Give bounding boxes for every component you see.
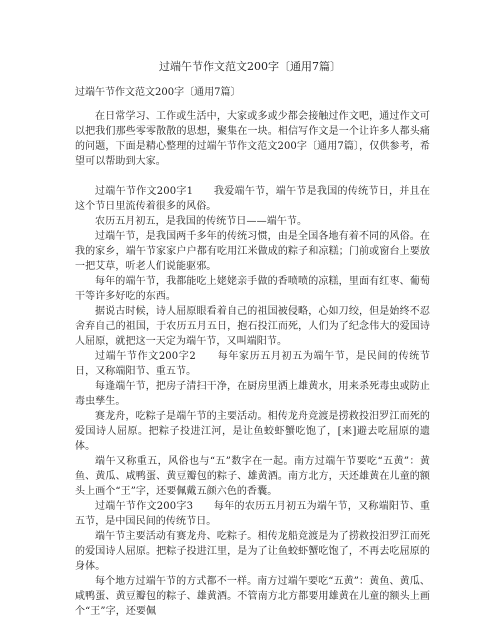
intro-paragraph: 在日常学习、工作或生活中，大家或多或少都会接触过作文吧，通过作文可以把我们那些零零散散的思想，聚集在一块。相信写作文是一个让许多人都头痛的问题，下面是精心整理的过端午节作文范文200字〔通用7篇〕，仅供参考，希望可以帮助到大家。 — [75, 111, 430, 167]
paragraph: 据说古时候，诗人屈原眼看着自己的祖国被侵略，心如刀绞，但是始终不忍舍弃自己的祖国，于农历五月五日，抱石投江而死，人们为了纪念伟大的爱国诗人屈原，就把这一天定为端午节，又叫端阳节。 — [75, 306, 430, 347]
essay-2-heading-paragraph: 过端午节作文200字2 每年家历五月初五为端午节，是民间的传统节日，又称端阳节、重五节。 — [75, 351, 430, 377]
paragraph: 农历五月初五，是我国的传统节日——端午节。 — [95, 216, 308, 227]
paragraph: 每年的端午节，我都能吃上姥姥亲手做的香喷喷的凉糕，里面有红枣、葡萄干等许多好吃的东西。 — [75, 276, 430, 302]
paragraph: 每个地方过端午节的方式都不一样。南方过端午要吃“五黄”：黄鱼、黄瓜、咸鸭蛋、黄豆瓣包的粽子、雄黄酒。不管南方北方都要用雄黄在儿童的额头上画个“王”字，还要佩 — [75, 576, 430, 617]
paragraph: 过端午节，是我国两千多年的传统习惯，由是全国各地有着不同的风俗。在我的家乡，端午节家家户户都有吃用江米做成的粽子和凉糕；门前或窗台上要放一把艾草，听老人们说能驱邪。 — [75, 231, 430, 272]
document-subtitle: 过端午节作文范文200字〔通用7篇〕 — [75, 87, 241, 98]
paragraph: 端午节主要活动有赛龙舟、吃粽子。相传龙船竞渡是为了捞救投汨罗江而死的爱国诗人屈原。把粽子投进江里，是为了让鱼蛟虾蟹吃饱了，不再去吃屈原的身体。 — [75, 531, 430, 572]
paragraph: 每逢端午节，把房子清扫干净，在厨房里洒上雄黄水，用来杀死毒虫或防止毒虫孳生。 — [75, 381, 430, 407]
essay-1-heading-paragraph: 过端午节作文200字1 我爱端午节，端午节是我国的传统节日，并且在这个节日里流传着很多的风俗。 — [75, 186, 430, 212]
document-body — [75, 109, 430, 619]
document-title: 过端午节作文范文200字〔通用7篇〕 — [159, 60, 341, 73]
paragraph: 端午又称重五，风俗也与“五”数字在一起。南方过端午节要吃“五黄”：黄鱼、黄瓜、咸鸭蛋、黄豆瓣包的粽子、雄黄酒。南方北方，天还雄黄在儿童的额头上画个“王”字，还要佩戴五颜六色的香囊。 — [75, 456, 430, 497]
paragraph: 赛龙舟，吃粽子是端午节的主要活动。相传龙舟竞渡是捞救投汨罗江而死的爱国诗人屈原。把粽子投进江河，是让鱼蛟虾蟹吃饱了，[来]避去吃屈原的遗体。 — [75, 411, 430, 452]
essay-3-heading-paragraph: 过端午节作文200字3 每年的农历五月初五为端午节，又称端阳节、重五节，是中国民间的传统节日。 — [75, 501, 430, 527]
